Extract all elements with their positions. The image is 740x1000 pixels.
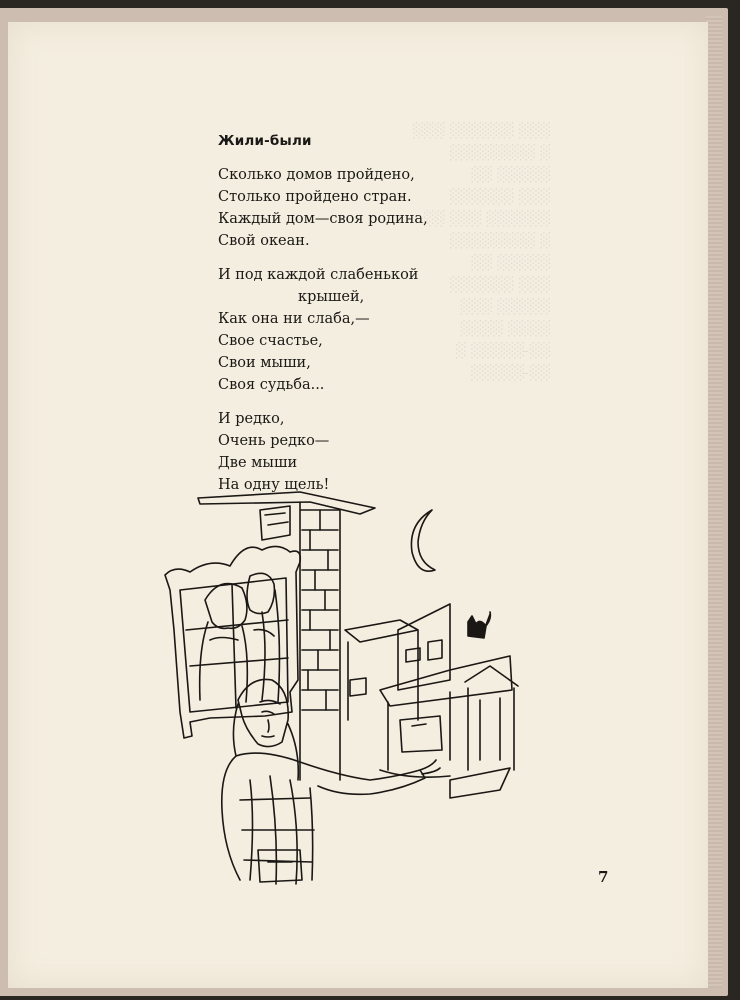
poem-line: Каждый дом—своя родина, [218,211,428,227]
poem-line: Свои мыши, [218,355,311,371]
poem [218,130,478,508]
poem-line: Как она ни слаба,— [218,311,370,327]
poem-line: Свое счастье, [218,333,323,349]
cover-cloth-edge [706,16,722,988]
brick-wall [260,502,340,780]
poem-line: И редко, [218,411,285,427]
poem-line: Очень редко— [218,433,330,449]
poem-line: Своя судьба... [218,377,325,393]
roof-line [198,492,375,514]
stanza-1 [218,164,478,252]
poem-title: Жили-были [218,133,312,149]
couple-in-window [200,573,280,702]
poem-line: На одну щель! [218,477,330,493]
poem-line: крышей, [298,289,365,305]
ink-illustration [150,480,530,900]
black-cat [468,612,490,638]
stanza-2 [218,264,478,396]
poem-line: И под каждой слабенькой [218,267,419,283]
page-number: 7 [598,868,609,886]
poem-line: Свой океан. [218,233,310,249]
crescent-moon [411,510,435,571]
poem-line: Сколько домов пройдено, [218,167,415,183]
poem-line: Столько пройдено стран. [218,189,412,205]
poem-line: Две мыши [218,455,298,471]
show-through-text: ░░░ ░░░░░░ ░░░ ░ ░░░░░░░░ ░░░░░ ░░ ░░░ ░░░░░░ ░░░░░░ ░░░ ░░ ░ ░░░░░░░░ ░░░░░ ░░ ░░░ ░░░░░░ ░░░░░ ░░░ ░░░░ ░░░░ ░░-░░░░░ ░ ░░-░░░░░ [411,123,550,381]
village-houses [345,604,518,798]
